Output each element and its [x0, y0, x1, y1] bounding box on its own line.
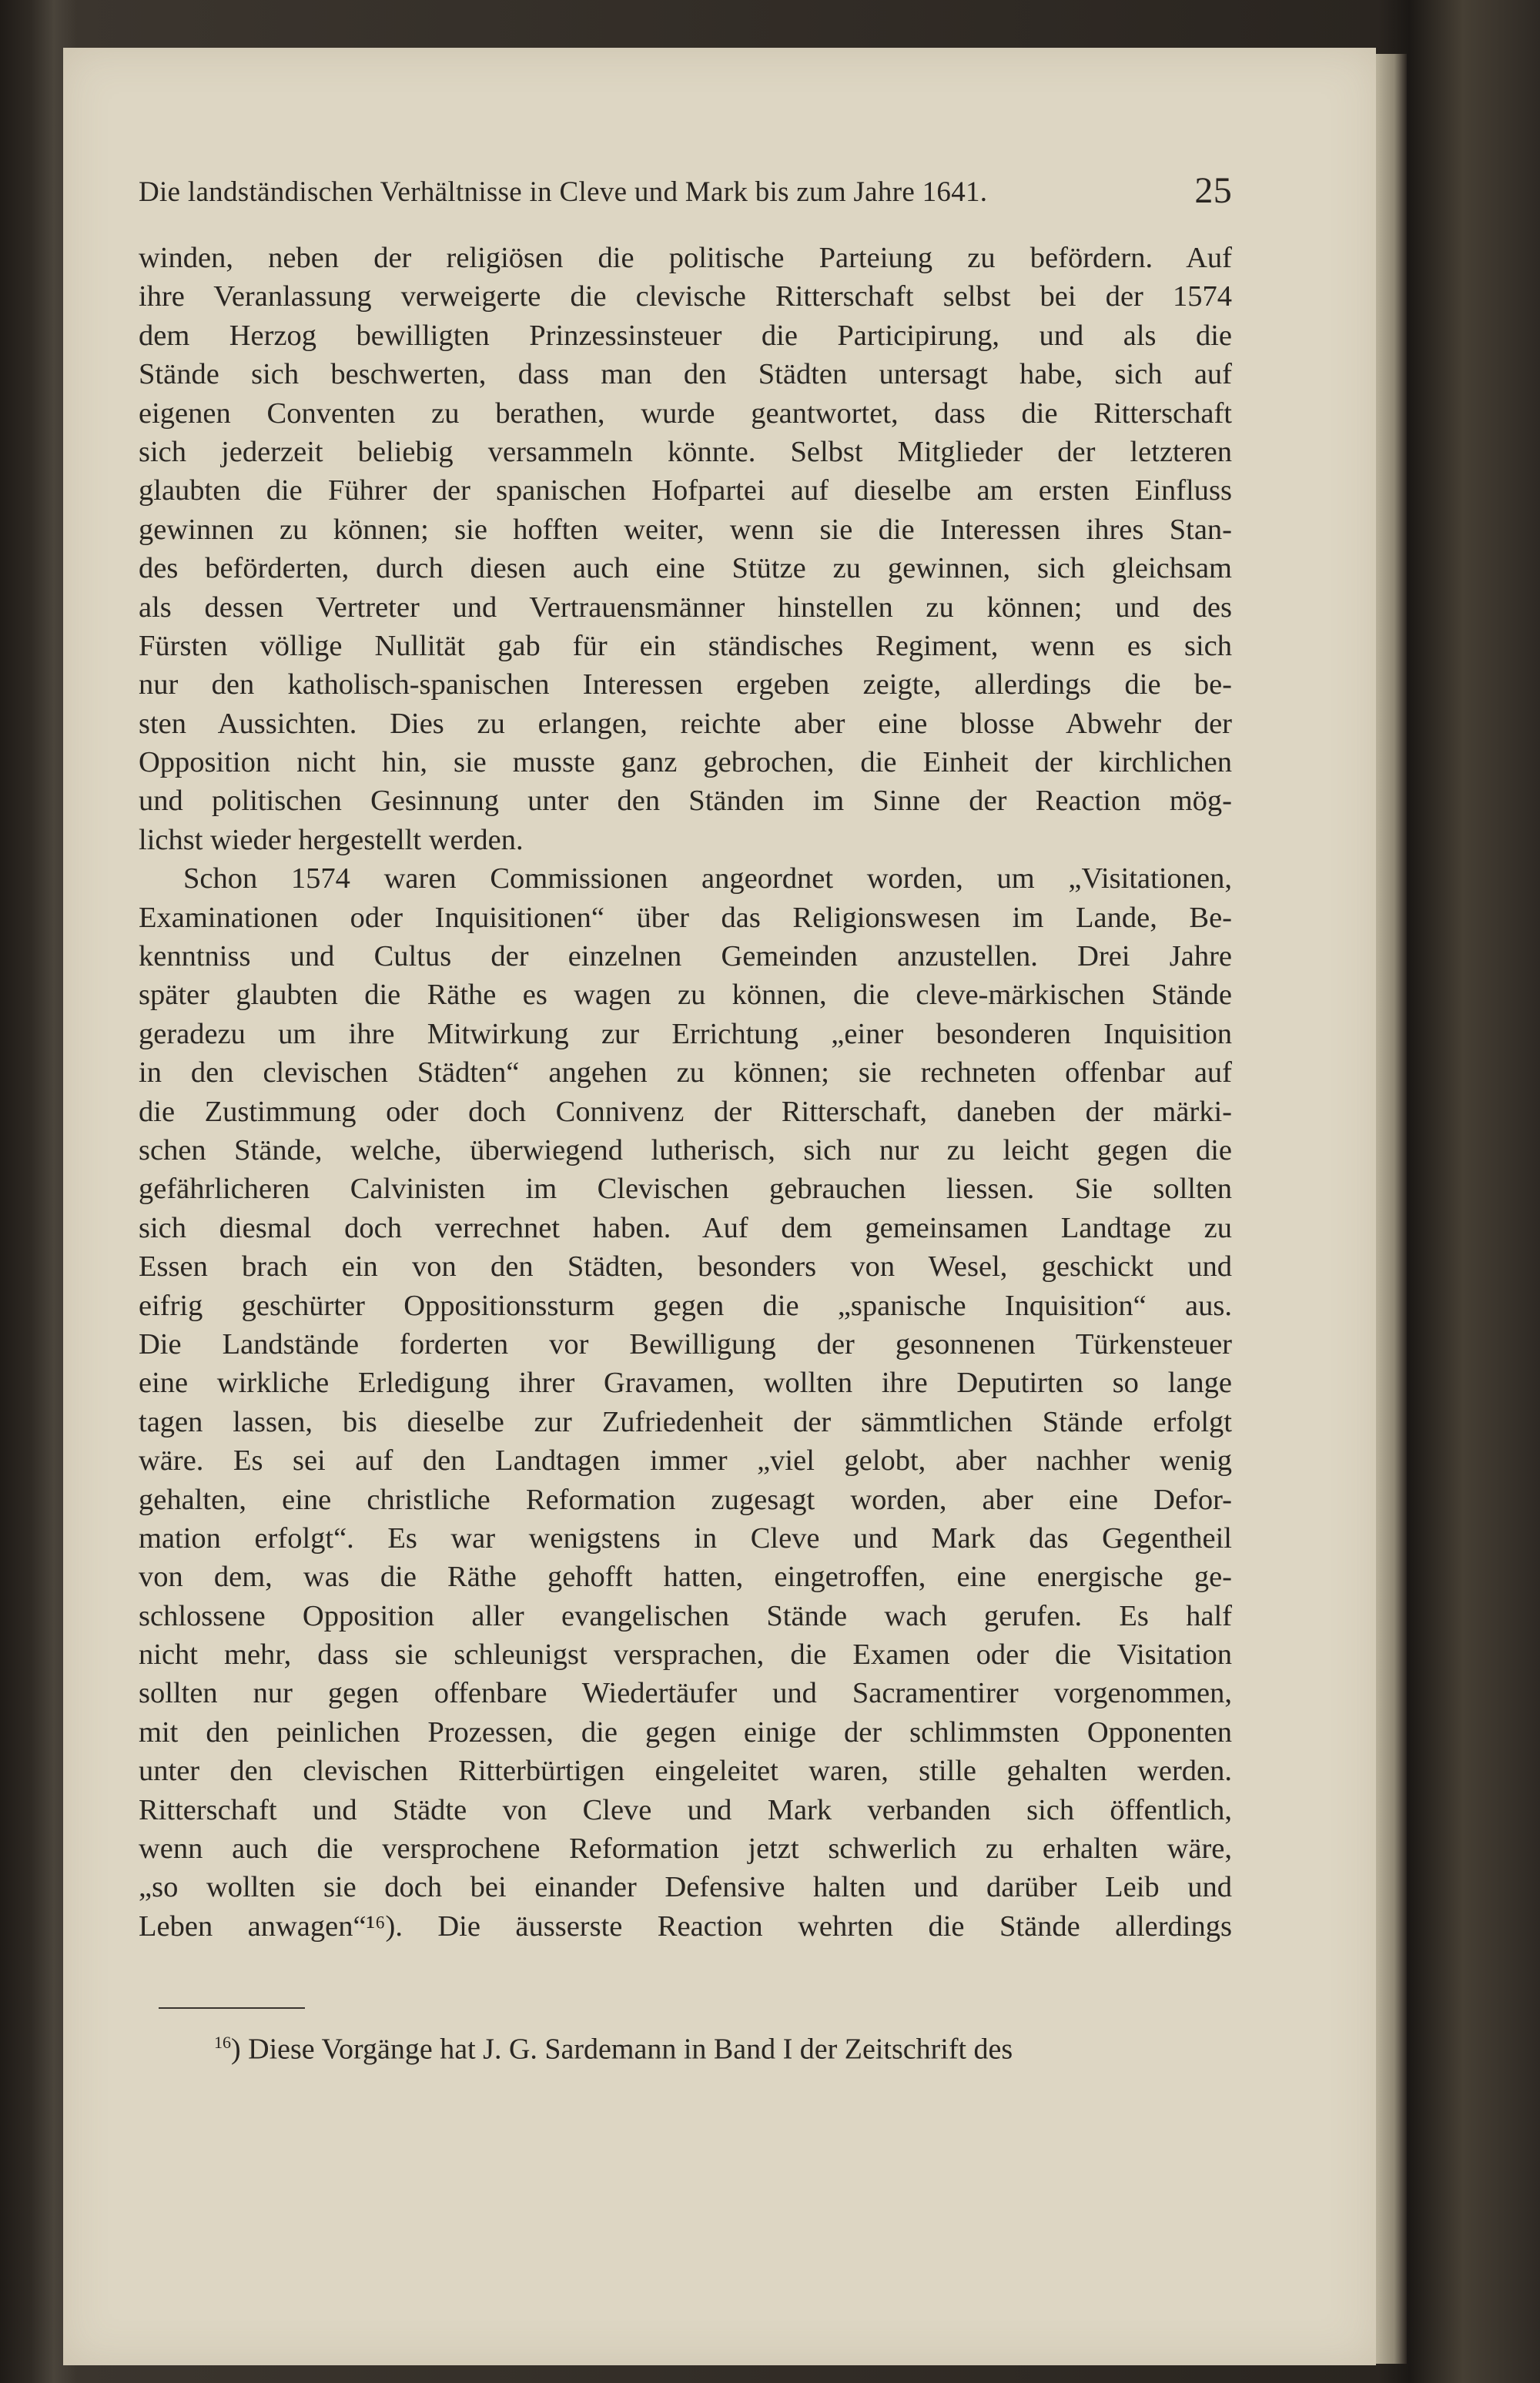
text-line: Essen brach ein von den Städten, besonders von Wesel, geschickt und — [139, 1250, 1232, 1284]
text-line: mation erfolgt“. Es war wenigstens in Cleve und Mark das Gegentheil — [139, 1521, 1232, 1555]
text-line: Die Landstände forderten vor Bewilligung der gesonnenen Türkensteuer — [139, 1327, 1232, 1361]
text-line: mit den peinlichen Prozessen, die gegen einige der schlimmsten Opponenten — [139, 1715, 1232, 1749]
footnote-text: ) Diese Vorgänge hat J. G. Sardemann in Band I der Zeitschrift des — [231, 2033, 1013, 2066]
text-line: nicht mehr, dass sie schleunigst versprachen, die Examen oder die Visitation — [139, 1638, 1232, 1672]
page-header — [139, 169, 1232, 216]
text-line: geradezu um ihre Mitwirkung zur Errichtung „einer besonderen Inquisition — [139, 1017, 1232, 1050]
text-line: Stände sich beschwerten, dass man den Städten untersagt habe, sich auf — [139, 358, 1232, 391]
text-line: nur den katholisch-spanischen Interessen ergeben zeigte, allerdings die be- — [139, 668, 1232, 701]
text-line: in den clevischen Städten“ angehen zu können; sie rechneten offenbar auf — [139, 1056, 1232, 1089]
text-line: als dessen Vertreter und Vertrauensmänner hinstellen zu können; und des — [139, 591, 1232, 624]
body-text — [139, 239, 1232, 1946]
text-line: später glaubten die Räthe es wagen zu können, die cleve-märkischen Stände — [139, 979, 1232, 1012]
text-line: kenntniss und Cultus der einzelnen Gemeinden anzustellen. Drei Jahre — [139, 940, 1232, 973]
text-line: Schon 1574 waren Commissionen angeordnet worden, um „Visitationen, — [183, 862, 1232, 895]
text-line: „so wollten sie doch bei einander Defensive halten und darüber Leib und — [139, 1871, 1232, 1904]
text-line: gehalten, eine christliche Reformation zugesagt worden, aber eine Defor- — [139, 1483, 1232, 1516]
text-line: eine wirkliche Erledigung ihrer Gravamen, wollten ihre Deputirten so lange — [139, 1367, 1232, 1400]
text-line: wäre. Es sei auf den Landtagen immer „viel gelobt, aber nachher wenig — [139, 1444, 1232, 1478]
text-line: sollten nur gegen offenbare Wiedertäufer und Sacramentirer vorgenommen, — [139, 1677, 1232, 1710]
page-edge — [1376, 54, 1407, 2364]
text-line: ihre Veranlassung verweigerte die clevische Ritterschaft selbst bei der 1574 — [139, 280, 1232, 313]
text-line: des beförderten, durch diesen auch eine Stütze zu gewinnen, sich gleichsam — [139, 552, 1232, 585]
text-line: wenn auch die versprochene Reformation jetzt schwerlich zu erhalten wäre, — [139, 1832, 1232, 1866]
text-line: tagen lassen, bis dieselbe zur Zufriedenheit der sämmtlichen Stände erfolgt — [139, 1405, 1232, 1438]
text-line: unter den clevischen Ritterbürtigen eingeleitet waren, stille gehalten werden. — [139, 1755, 1232, 1788]
text-line: eigenen Conventen zu berathen, wurde geantwortet, dass die Ritterschaft — [139, 397, 1232, 430]
text-line: eifrig geschürter Oppositionssturm gegen die „spanische Inquisition“ aus. — [139, 1289, 1232, 1322]
text-line: Fürsten völlige Nullität gab für ein ständisches Regiment, wenn es sich — [139, 629, 1232, 662]
text-line: sten Aussichten. Dies zu erlangen, reichte aber eine blosse Abwehr der — [139, 707, 1232, 740]
text-line: schlossene Opposition aller evangelischen Stände wach gerufen. Es half — [139, 1599, 1232, 1632]
footnote-rule — [159, 2007, 305, 2009]
text-line: Opposition nicht hin, sie musste ganz gebrochen, die Einheit der kirchlichen — [139, 746, 1232, 779]
text-line: sich diesmal doch verrechnet haben. Auf dem gemeinsamen Landtage zu — [139, 1211, 1232, 1244]
text-line: Leben anwagen“¹⁶). Die äusserste Reaction wehrten die Stände allerdings — [139, 1909, 1232, 1943]
running-title: Die landständischen Verhältnisse in Cleve und Mark bis zum Jahre 1641. — [139, 176, 988, 208]
text-line: gewinnen zu können; sie hofften weiter, wenn sie die Interessen ihres Stan- — [139, 513, 1232, 546]
text-line: von dem, was die Räthe gehofft hatten, eingetroffen, eine energische ge- — [139, 1561, 1232, 1594]
text-line: lichst wieder hergestellt werden. — [139, 823, 524, 856]
page-number: 25 — [1194, 170, 1232, 211]
text-line: Ritterschaft und Städte von Cleve und Mark verbanden sich öffentlich, — [139, 1793, 1232, 1826]
text-line: winden, neben der religiösen die politische Parteiung zu befördern. Auf — [139, 242, 1232, 274]
text-line: gefährlicheren Calvinisten im Clevischen gebrauchen liessen. Sie sollten — [139, 1173, 1232, 1206]
text-line: schen Stände, welche, überwiegend lutherisch, sich nur zu leicht gegen die — [139, 1133, 1232, 1166]
text-line: die Zustimmung oder doch Connivenz der Ritterschaft, daneben der märki- — [139, 1095, 1232, 1128]
text-line: dem Herzog bewilligten Prinzessinsteuer die Participirung, und als die — [139, 319, 1232, 352]
footnote — [214, 2023, 1232, 2069]
text-line: Examinationen oder Inquisitionen“ über das Religionswesen im Lande, Be- — [139, 901, 1232, 934]
text-line: sich jederzeit beliebig versammeln könnte. Selbst Mitglieder der letzteren — [139, 435, 1232, 468]
text-line: und politischen Gesinnung unter den Ständen im Sinne der Reaction mög- — [139, 785, 1232, 818]
footnote-marker: 16 — [214, 2033, 231, 2052]
text-line: glaubten die Führer der spanischen Hofpartei auf dieselbe am ersten Einfluss — [139, 474, 1232, 507]
